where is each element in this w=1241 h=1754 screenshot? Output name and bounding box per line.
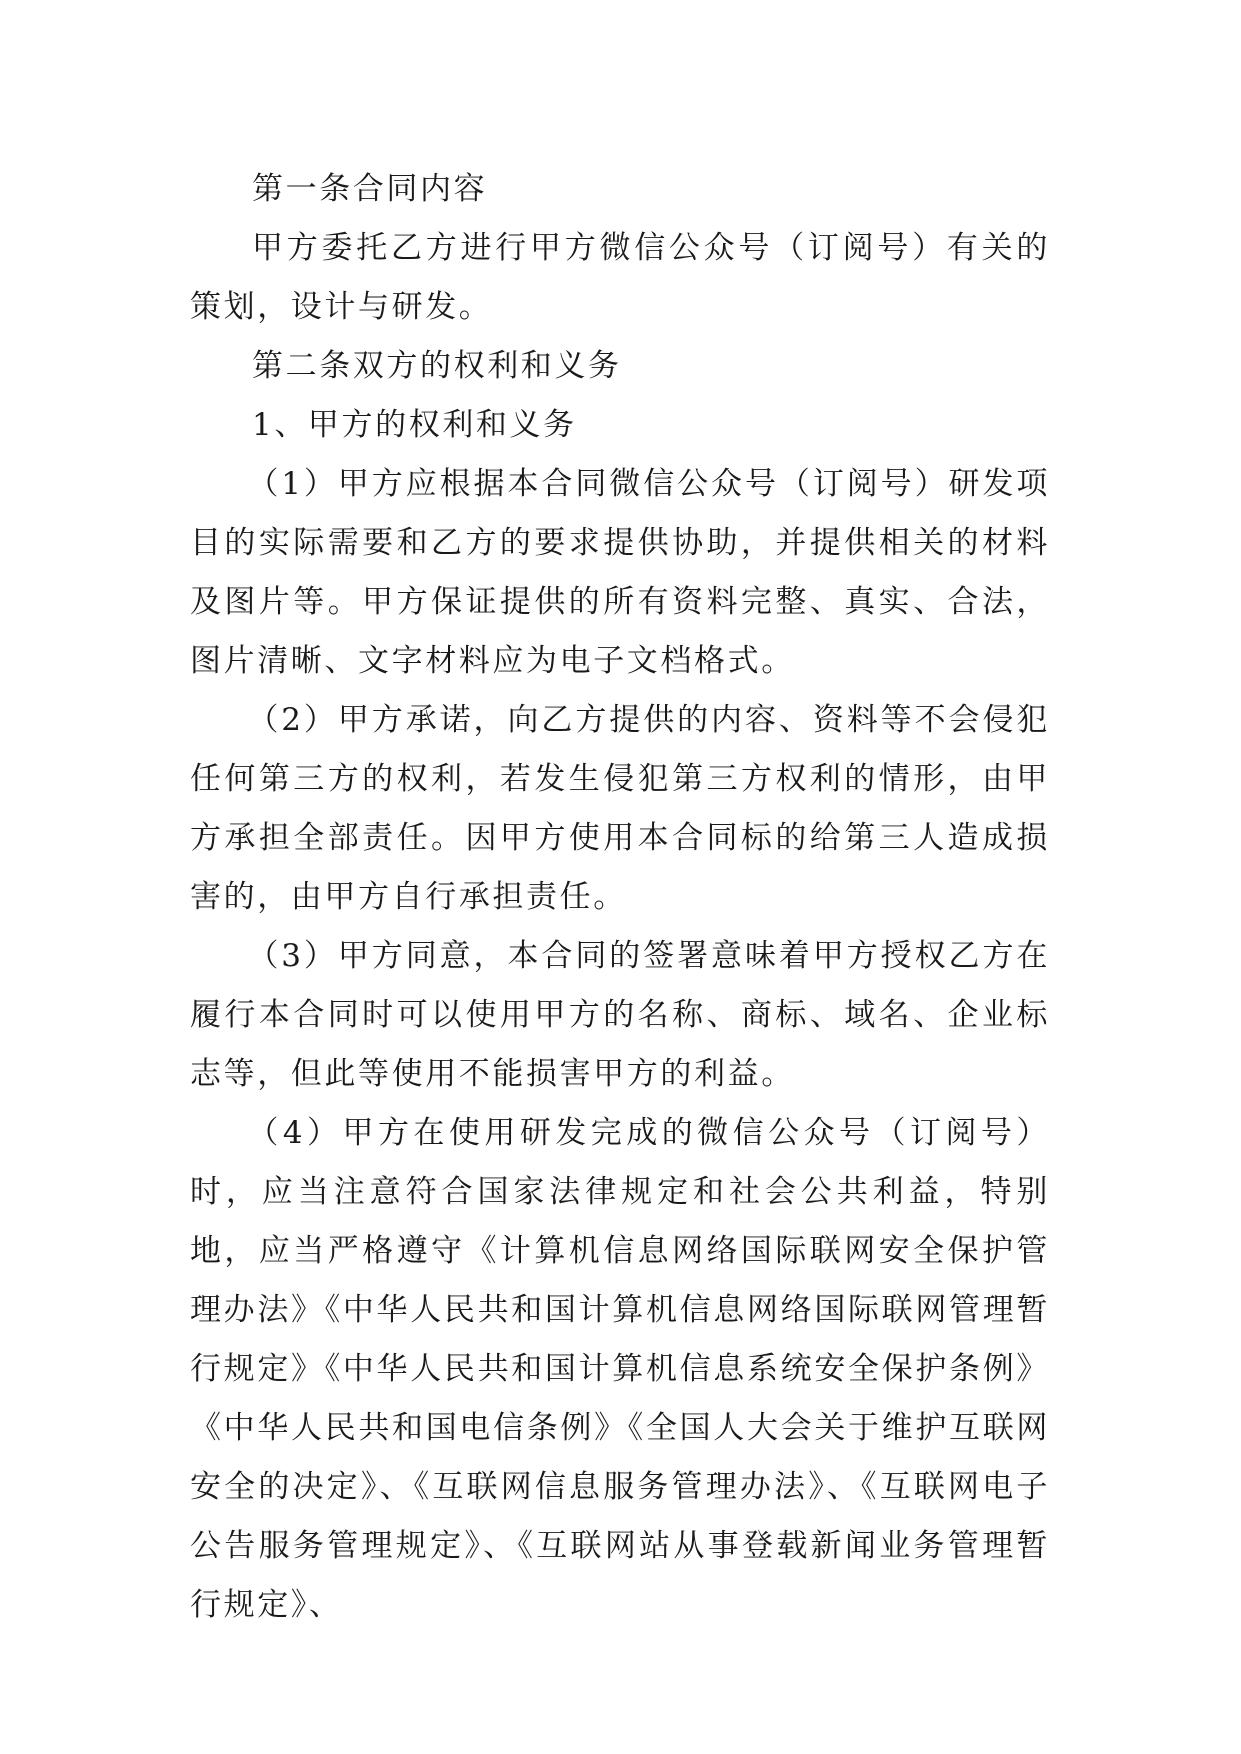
section-1-heading: 1、甲方的权利和义务 xyxy=(252,407,577,443)
article-2-heading: 第二条双方的权利和义务 xyxy=(252,348,622,384)
document-body xyxy=(190,160,1050,1635)
article-1-paragraph: 甲方委托乙方进行甲方微信公众号（订阅号）有关的策划，设计与研发。 xyxy=(190,230,1050,325)
clause-4-paragraph: （4）甲方在使用研发完成的微信公众号（订阅号）时，应当注意符合国家法律规定和社会公共利益，特别地，应当严格遵守《计算机信息网络国际联网安全保护管理办法》《中华人民共和国计算机信息网络国际联网管理暂行规定》《中华人民共和国计算机信息系统安全保护条例》《中华人民共和国电信条例》《全国人大会关于维护互联网安全的决定》、《互联网信息服务管理办法》、《互联网电子公告服务管理规定》、《互联网站从事登载新闻业务管理暂行规定》、 xyxy=(190,1115,1050,1623)
clause-3-paragraph: （3）甲方同意，本合同的签署意味着甲方授权乙方在履行本合同时可以使用甲方的名称、商标、域名、企业标志等，但此等使用不能损害甲方的利益。 xyxy=(190,938,1050,1092)
clause-2-paragraph: （2）甲方承诺，向乙方提供的内容、资料等不会侵犯任何第三方的权利，若发生侵犯第三方权利的情形，由甲方承担全部责任。因甲方使用本合同标的给第三人造成损害的，由甲方自行承担责任。 xyxy=(190,702,1050,915)
article-1-heading: 第一条合同内容 xyxy=(252,171,488,207)
clause-1-paragraph: （1）甲方应根据本合同微信公众号（订阅号）研发项目的实际需要和乙方的要求提供协助，并提供相关的材料及图片等。甲方保证提供的所有资料完整、真实、合法，图片清晰、文字材料应为电子文档格式。 xyxy=(190,466,1050,679)
